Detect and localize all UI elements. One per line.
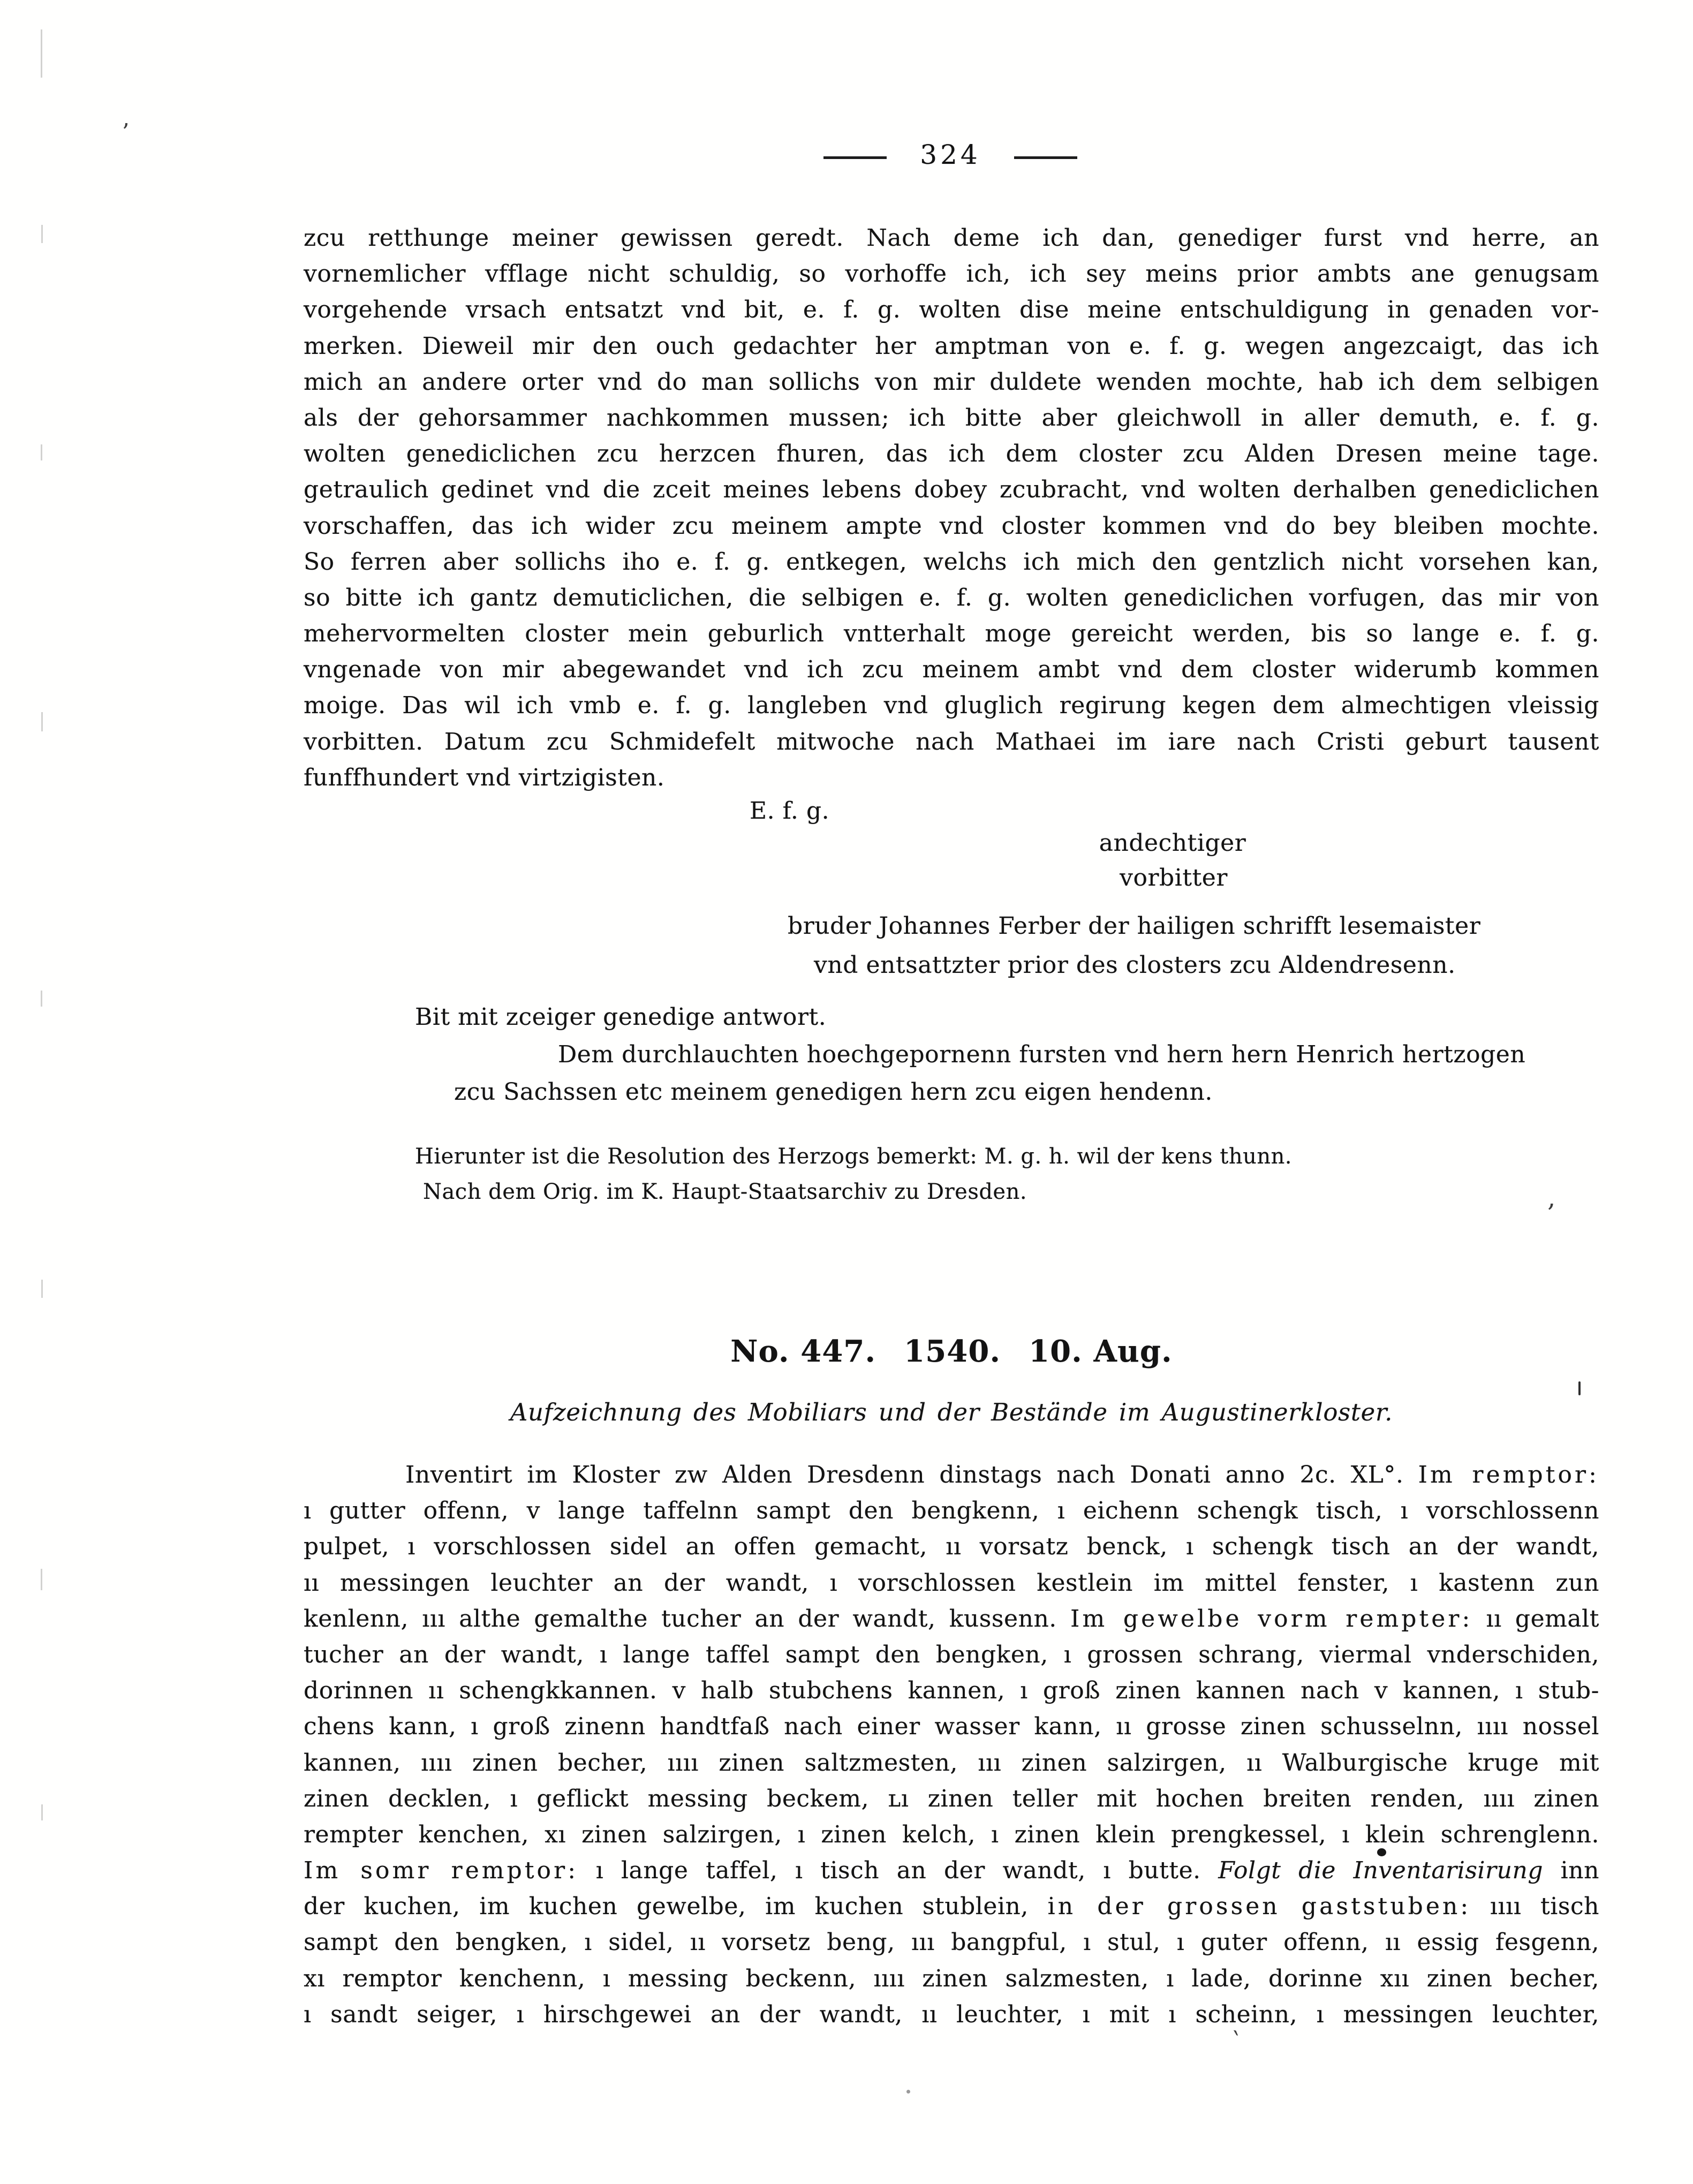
entry-year: 1540. (904, 1334, 1001, 1369)
text-line (304, 400, 1599, 436)
text-line (304, 1745, 1599, 1781)
text-segment: wolten genediclichen zcu herzcen fhuren, das ich dem closter zcu Alden Dresen meine tage. (304, 440, 1599, 468)
scan-artifact: ’ (122, 119, 130, 145)
scan-artifact (41, 444, 42, 460)
scan-artifact (1578, 1381, 1581, 1395)
text-line (304, 1961, 1599, 1997)
address-line-1: Dem durchlauchten hoechgepornenn fursten vnd hern hern Henrich hertzogen (558, 1041, 1526, 1068)
scan-artifact (906, 2090, 910, 2094)
text-segment: zcu retthunge meiner gewissen geredt. Nach deme ich dan, genediger furst vnd herre, an (304, 224, 1599, 252)
closing-line-1: andechtiger (1099, 829, 1246, 857)
text-line (304, 1853, 1599, 1888)
text-line (304, 1888, 1599, 1924)
letter-body-paragraph (304, 220, 1599, 796)
text-segment: ıı gemalt (1472, 1605, 1599, 1633)
text-segment: ı gutter offenn, v lange taffelnn sampt den bengkenn, ı eichenn schengk tisch, ı vorschlossenn (304, 1497, 1599, 1525)
signature-line-2: vnd entsattzter prior des closters zcu Aldendresenn. (814, 951, 1456, 979)
scan-artifact (1377, 1848, 1386, 1856)
scan-artifact (41, 225, 43, 243)
text-segment: vornemlicher vfflage nicht schuldig, so vorhoffe ich, ich sey meins prior ambts ane genugsam (304, 260, 1599, 288)
text-segment: moige. Das wil ich vmb e. f. g. langleben vnd gluglich regirung kegen dem almechtigen vleissig (304, 692, 1599, 720)
text-segment: tucher an der wandt, ı lange taffel sampt den bengken, ı grossen schrang, viermal vnderschiden, (304, 1641, 1599, 1668)
text-segment: vorgehende vrsach entsatzt vnd bit, e. f. g. wolten dise meine entschuldigung in genaden vor- (304, 296, 1599, 324)
letterspaced-segment: Im gewelbe vorm rempter: (1070, 1605, 1473, 1633)
text-segment: rempter kenchen, xı zinen salzirgen, ı zinen kelch, ı zinen klein prengkessel, ı klein schrenglenn. (304, 1820, 1599, 1848)
signature-line-1: bruder Johannes Ferber der hailigen schrifft lesemaister (788, 912, 1481, 940)
text-segment: chens kann, ı groß zinenn handtfaß nach einer wasser kann, ıı grosse zinen schusselnn, ıııı nossel (304, 1713, 1599, 1741)
request-line: Bit mit zceiger genedige antwort. (415, 1003, 827, 1031)
text-line (304, 1924, 1599, 1960)
scan-artifact (41, 1569, 42, 1590)
text-segment: vorbitten. Datum zcu Schmidefelt mitwoche nach Mathaei im iare nach Cristi geburt tausent (304, 728, 1599, 755)
text-segment: dorinnen ıı schengkkannen. v halb stubchens kannen, ı groß zinen kannen nach v kannen, ı stub- (304, 1677, 1599, 1705)
scan-artifact: ‚ (1547, 1183, 1555, 1212)
text-line (304, 1601, 1599, 1637)
text-segment: kannen, ıııı zinen becher, ıııı zinen saltzmesten, ııı zinen salzirgen, ıı Walburgische kruge mit (304, 1749, 1599, 1777)
text-line (304, 472, 1599, 508)
text-segment: kenlenn, ııı althe gemalthe tucher an der wandt, kussenn. (304, 1605, 1070, 1633)
text-line (304, 1529, 1599, 1565)
text-segment: vngenade von mir abegewandet vnd ich zcu meinem ambt vnd dem closter widerumb kommen (304, 656, 1599, 684)
text-segment: ı lange taffel, ı tisch an der wandt, ı butte. (578, 1857, 1219, 1885)
text-segment: sampt den bengken, ı sidel, ıı vorsetz beng, ııı bangpful, ı stul, ı guter offenn, ıı essig fesgenn, (304, 1929, 1599, 1956)
efg-line: E. f. g. (750, 797, 830, 825)
text-line (304, 436, 1599, 472)
text-segment: funffhundert vnd virtzigisten. (304, 764, 665, 791)
inventory-paragraph (304, 1457, 1599, 2032)
text-segment: ıı messingen leuchter an der wandt, ı vorschlossen kestlein im mittel fenster, ı kastenn zun (304, 1569, 1599, 1597)
editor-note: Hierunter ist die Resolution des Herzogs bemerkt: M. g. h. wil der kens thunn. (415, 1144, 1293, 1169)
entry-heading (304, 1333, 1599, 1370)
text-line (304, 220, 1599, 256)
text-segment: pulpet, ı vorschlossen sidel an offen gemacht, ıı vorsatz benck, ı schengk tisch an der wandt, (304, 1533, 1599, 1561)
text-segment: ı sandt seiger, ı hirschgewei an der wandt, ıı leuchter, ı mit ı scheinn, ı messingen leuchter, (304, 2000, 1599, 2028)
scan-artifact (41, 29, 42, 78)
text-segment: zinen decklen, ı geflickt messing beckem, ʟı zinen teller mit hochen breiten renden, ıııı zinen (304, 1785, 1599, 1812)
page-header (303, 138, 1598, 171)
scan-artifact (41, 991, 42, 1007)
text-segment: so bitte ich gantz demuticlichen, die selbigen e. f. g. wolten genediclichen vorfugen, das mir von (304, 584, 1599, 611)
letterspaced-segment: Im somr remptor: (304, 1857, 579, 1885)
text-line (304, 364, 1599, 400)
text-segment: mehervormelten closter mein geburlich vntterhalt moge gereicht werden, bis so lange e. f. g. (304, 620, 1599, 648)
text-line (304, 687, 1599, 723)
text-line (304, 760, 1599, 796)
letterspaced-segment: in der grossen gaststuben: (1047, 1893, 1471, 1921)
scan-artifact (41, 712, 43, 731)
entry-date: 10. Aug. (1029, 1334, 1173, 1369)
text-line (304, 328, 1599, 364)
text-line (304, 616, 1599, 652)
text-line (304, 724, 1599, 760)
text-segment: ıııı tisch (1471, 1893, 1599, 1921)
source-note: Nach dem Orig. im K. Haupt-Staatsarchiv zu Dresden. (423, 1180, 1027, 1204)
text-segment: So ferren aber sollichs iho e. f. g. entkegen, welchs ich mich den gentzlich nicht vorsehen kan, (304, 548, 1599, 576)
text-line (304, 1637, 1599, 1673)
text-line (304, 1997, 1599, 2032)
text-segment: vorschaffen, das ich wider zcu meinem ampte vnd closter kommen vnd do bey bleiben mochte. (304, 512, 1599, 540)
text-line (304, 1493, 1599, 1529)
address-line-2: zcu Sachssen etc meinem genedigen hern zcu eigen hendenn. (454, 1078, 1213, 1106)
text-segment: inn (1543, 1857, 1599, 1885)
text-line (304, 256, 1599, 292)
text-line (304, 1565, 1599, 1601)
scan-artifact (41, 1280, 43, 1298)
text-line (304, 1709, 1599, 1744)
text-line (304, 1457, 1599, 1493)
text-segment: Inventirt im Kloster zw Alden Dresdenn dinstags nach Donati anno 2c. XL°. (405, 1461, 1418, 1488)
text-segment: getraulich gedinet vnd die zceit meines lebens dobey zcubracht, vnd wolten derhalben genediclichen (304, 476, 1599, 504)
scan-artifact: ` (1226, 2027, 1244, 2057)
text-line (304, 580, 1599, 616)
text-line (304, 1817, 1599, 1853)
closing-line-2: vorbitter (1120, 864, 1228, 891)
letterspaced-segment: Im remptor: (1418, 1461, 1599, 1488)
text-line (304, 508, 1599, 544)
text-segment: mich an andere orter vnd do man sollichs von mir duldete wenden mochte, hab ich dem selbigen (304, 368, 1599, 396)
entry-number: No. 447. (730, 1334, 876, 1369)
text-segment: als der gehorsammer nachkommen mussen; ich bitte aber gleichwoll in aller demuth, e. f. g. (304, 404, 1599, 432)
page-number: 324 (920, 139, 981, 170)
text-line (304, 1673, 1599, 1709)
text-line (304, 544, 1599, 580)
text-segment: der kuchen, im kuchen gewelbe, im kuchen stublein, (304, 1893, 1048, 1921)
text-segment: merken. Dieweil mir den ouch gedachter her amptman von e. f. g. wegen angezcaigt, das ich (304, 332, 1599, 360)
text-line (304, 652, 1599, 687)
entry-subtitle: Aufzeichnung des Mobiliars und der Bestände im Augustinerkloster. (510, 1398, 1393, 1426)
text-line (304, 292, 1599, 328)
pagenum-rule-left (823, 156, 887, 159)
text-segment: xı remptor kenchenn, ı messing beckenn, ıııı zinen salzmesten, ı lade, dorinne xıı zinen becher, (304, 1964, 1599, 1992)
scan-artifact (41, 1804, 43, 1820)
pagenum-rule-right (1014, 156, 1077, 159)
text-line (304, 1781, 1599, 1817)
italic-segment: Folgt die Inventarisirung (1218, 1857, 1544, 1885)
